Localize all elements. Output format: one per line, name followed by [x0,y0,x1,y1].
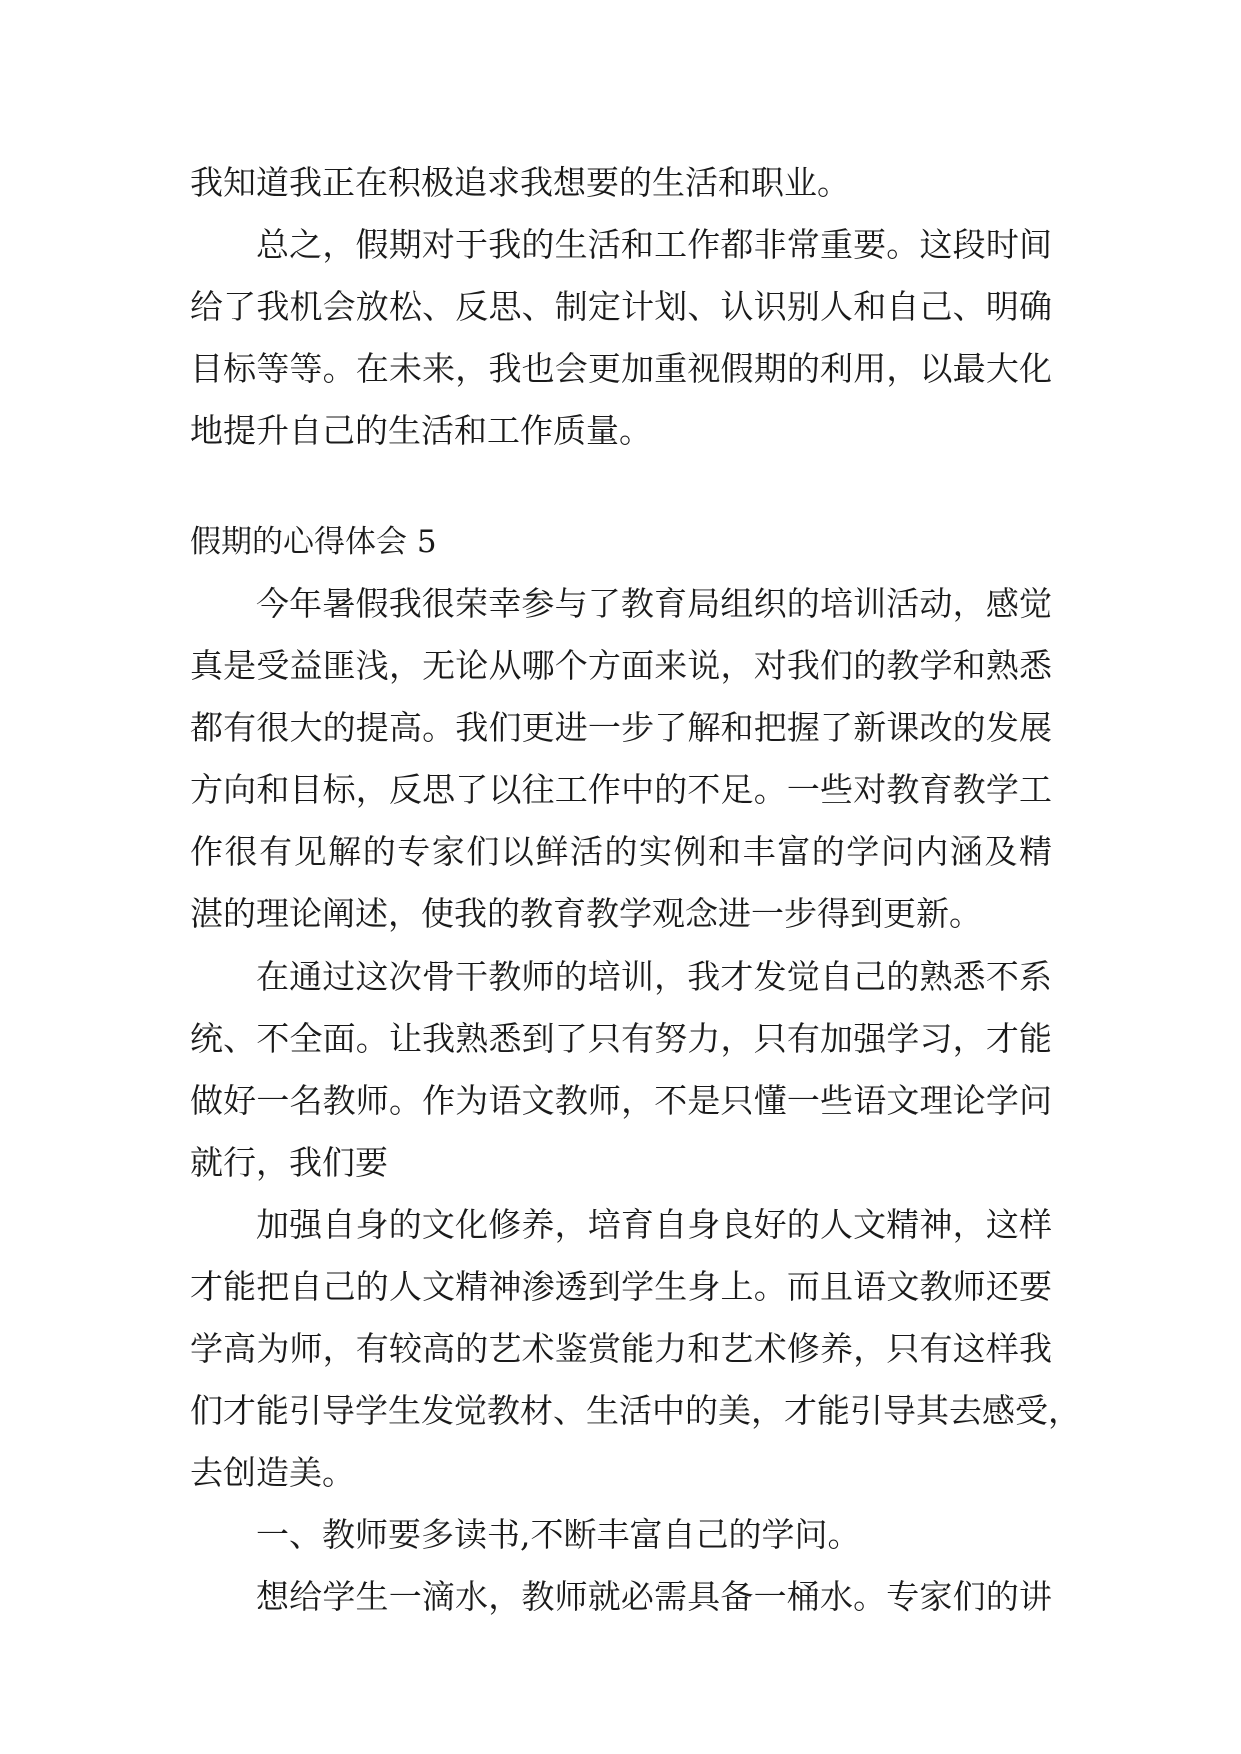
paragraph-line: 加强自身的文化修养，培育自身良好的人文精神，这样 [256,1205,1052,1244]
paragraph-line: 我知道我正在积极追求我想要的生活和职业。 [190,163,850,202]
paragraph-line: 统、不全面。让我熟悉到了只有努力，只有加强学习，才能 [190,1019,1052,1058]
paragraph-line: 今年暑假我很荣幸参与了教育局组织的培训活动，感觉 [256,584,1052,623]
paragraph-line: 就行，我们要 [190,1143,388,1182]
paragraph-line: 湛的理论阐述，使我的教育教学观念进一步得到更新。 [190,894,982,933]
paragraph-line: 都有很大的提高。我们更进一步了解和把握了新课改的发展 [190,708,1052,747]
paragraph-line: 总之，假期对于我的生活和工作都非常重要。这段时间 [256,225,1052,264]
section-heading: 假期的心得体会 5 [190,524,437,560]
paragraph-line: 学高为师，有较高的艺术鉴赏能力和艺术修养，只有这样我 [190,1329,1052,1368]
paragraph-line: 真是受益匪浅，无论从哪个方面来说，对我们的教学和熟悉 [190,646,1052,685]
paragraph-line: 给了我机会放松、反思、制定计划、认识别人和自己、明确 [190,287,1052,326]
paragraph-line: 去创造美。 [190,1453,355,1492]
paragraph-line: 目标等等。在未来，我也会更加重视假期的利用，以最大化 [190,349,1052,388]
paragraph-line: 才能把自己的人文精神渗透到学生身上。而且语文教师还要 [190,1267,1052,1306]
paragraph-line: 一、教师要多读书,不断丰富自己的学问。 [256,1515,861,1554]
paragraph-line: 地提升自己的生活和工作质量。 [190,411,652,450]
paragraph-line: 想给学生一滴水，教师就必需具备一桶水。专家们的讲 [256,1577,1052,1616]
paragraph-line: 在通过这次骨干教师的培训，我才发觉自己的熟悉不系 [256,957,1052,996]
paragraph-line: 做好一名教师。作为语文教师，不是只懂一些语文理论学问 [190,1081,1052,1120]
paragraph-line: 作很有见解的专家们以鲜活的实例和丰富的学问内涵及精 [190,832,1052,871]
paragraph-line: 方向和目标，反思了以往工作中的不足。一些对教育教学工 [190,770,1052,809]
paragraph-line: 们才能引导学生发觉教材、生活中的美，才能引导其去感受， [190,1391,1081,1430]
